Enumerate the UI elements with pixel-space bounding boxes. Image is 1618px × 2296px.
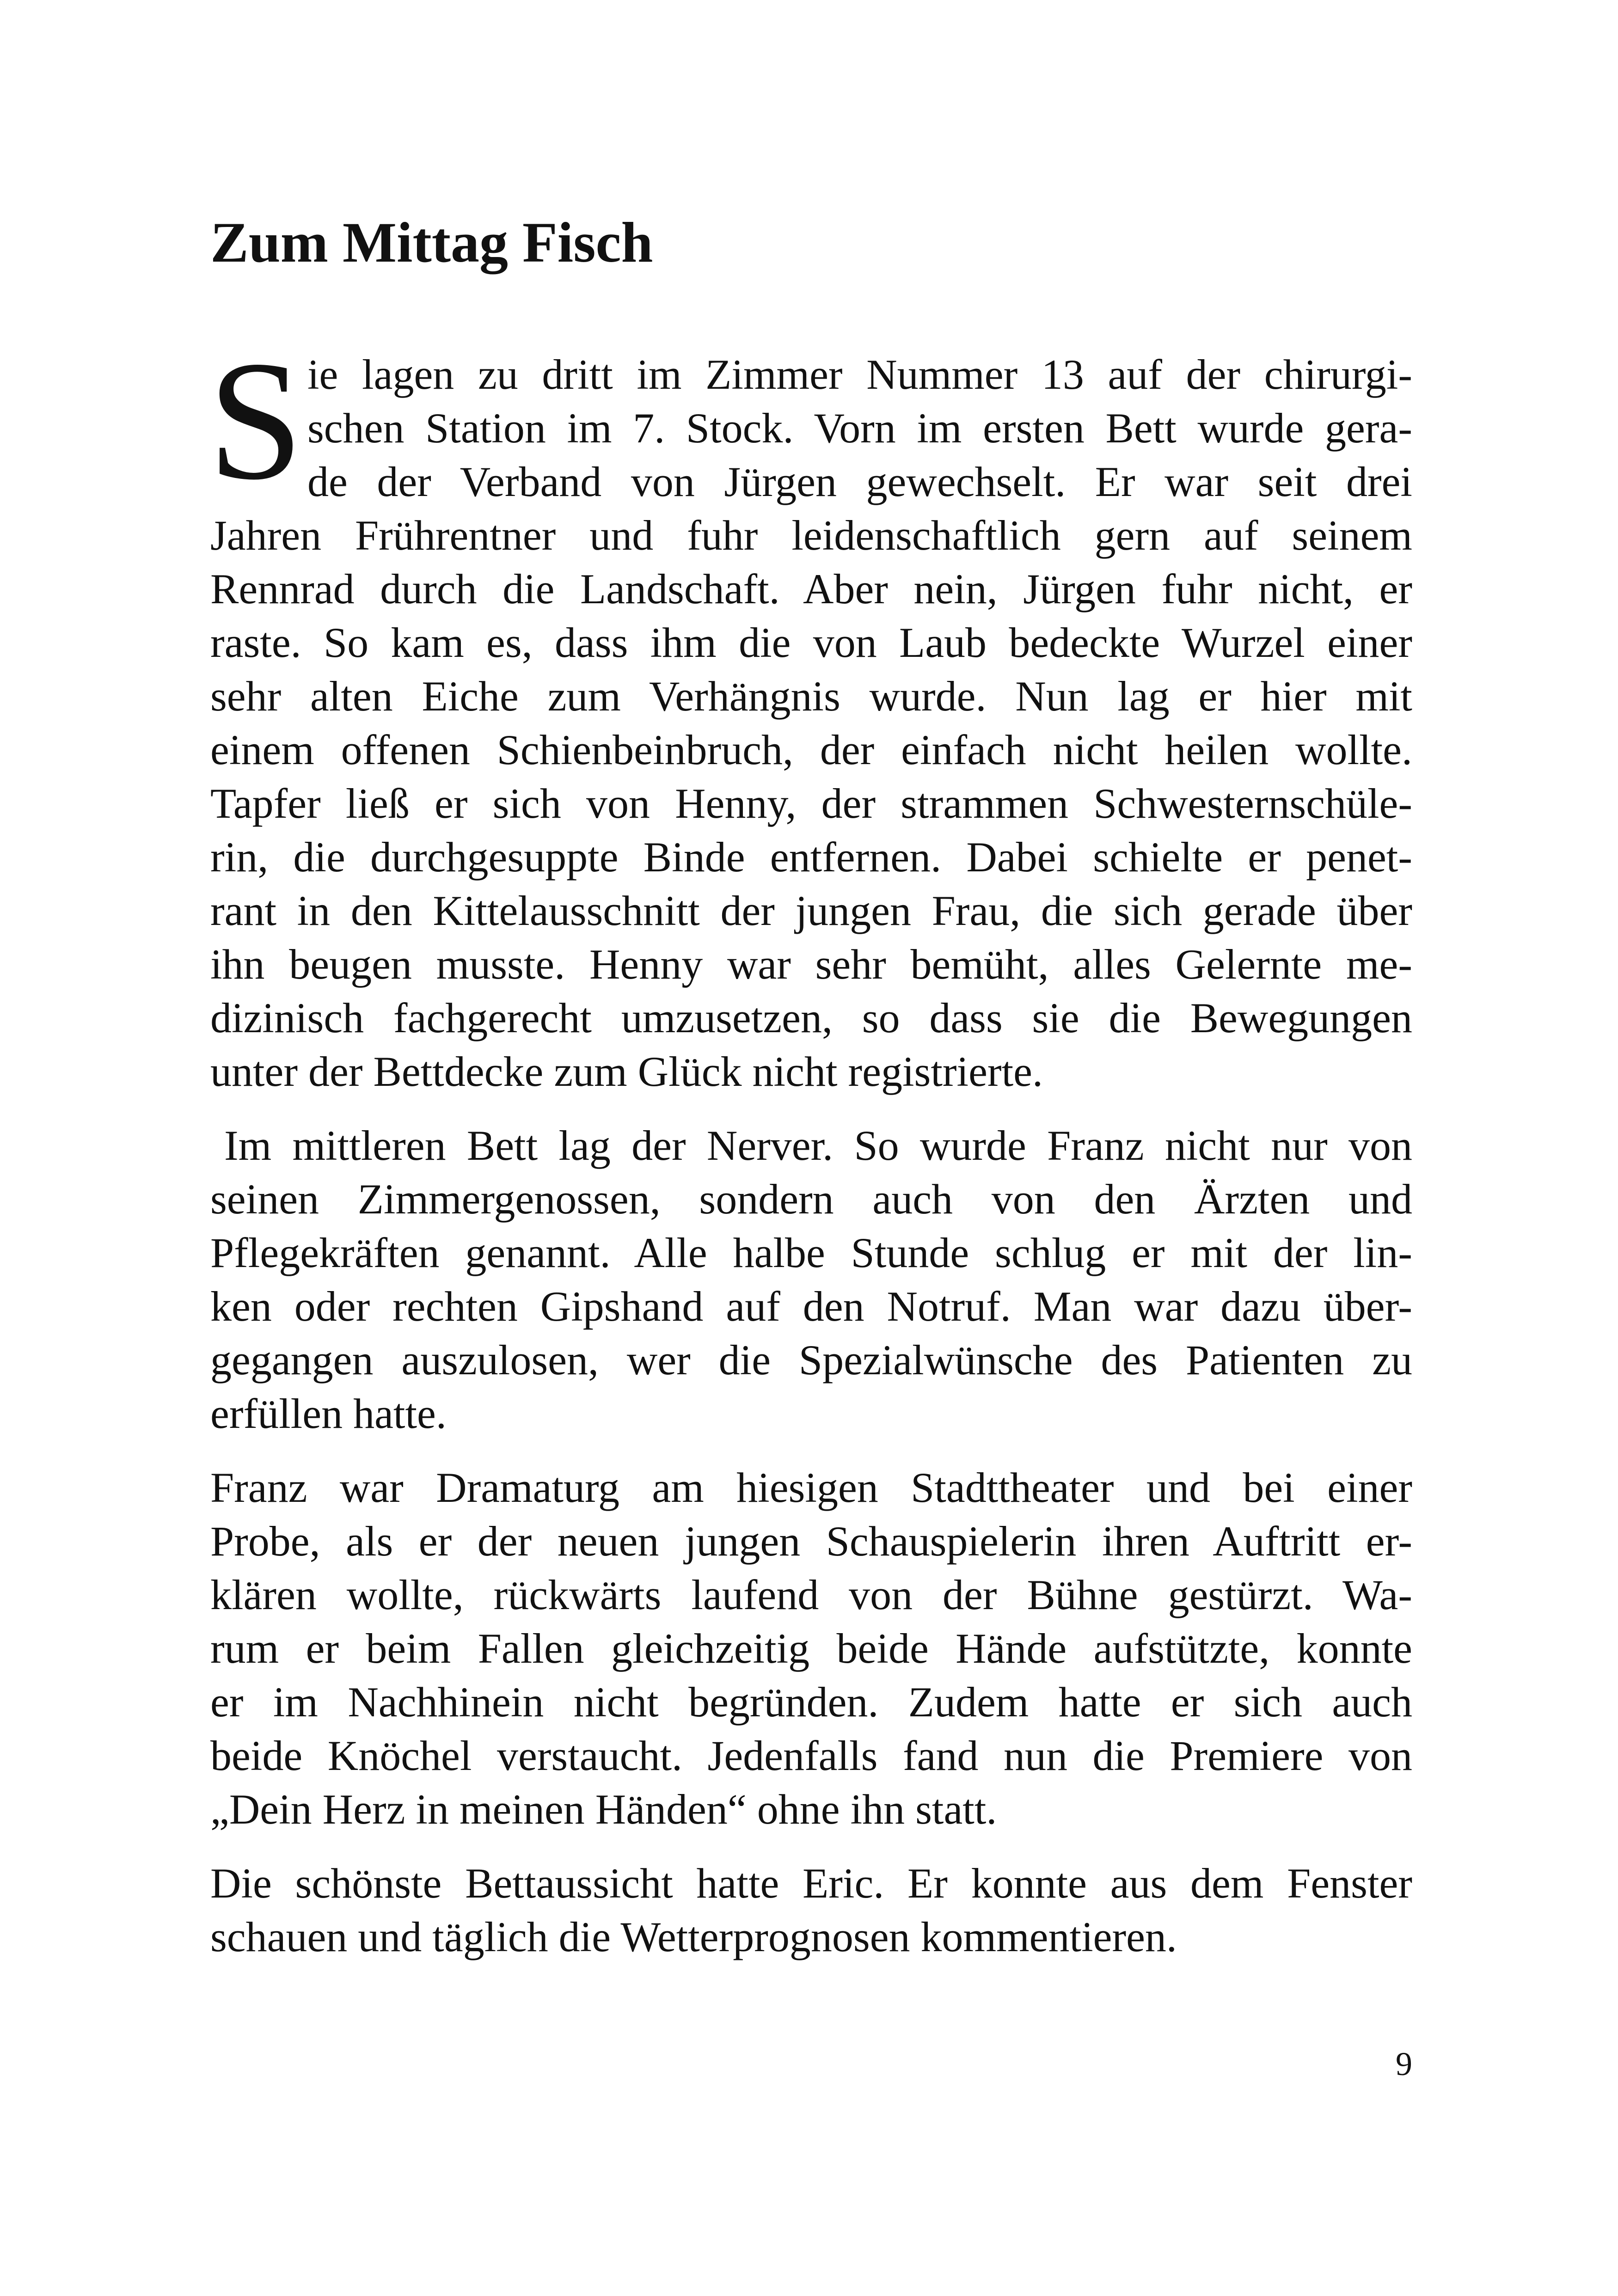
- text-line: ken oder rechten Gipshand auf den Notruf. Man war dazu über-: [210, 1283, 1412, 1330]
- text-line: unter der Bettdecke zum Glück nicht registrierte.: [210, 1048, 1043, 1095]
- text-line: gegangen auszulosen, wer die Spezialwünsche des Patienten zu: [210, 1336, 1412, 1384]
- paragraph-4: [210, 1856, 1412, 1964]
- text-line: schauen und täglich die Wetterprognosen kommentieren.: [210, 1913, 1177, 1960]
- text-line: seinen Zimmergenossen, sondern auch von den Ärzten und: [210, 1176, 1412, 1223]
- text-line: einem offenen Schienbeinbruch, der einfach nicht heilen wollte.: [210, 726, 1412, 773]
- text-line: sehr alten Eiche zum Verhängnis wurde. Nun lag er hier mit: [210, 673, 1412, 720]
- text-line: Franz war Dramaturg am hiesigen Stadttheater und bei einer: [210, 1464, 1412, 1511]
- text-line: er im Nachhinein nicht begründen. Zudem hatte er sich auch: [210, 1678, 1412, 1726]
- text-line: klären wollte, rückwärts laufend von der Bühne gestürzt. Wa-: [210, 1571, 1412, 1618]
- drop-cap-letter: S: [208, 326, 303, 515]
- text-line: erfüllen hatte.: [210, 1390, 447, 1437]
- text-line: rant in den Kittelausschnitt der jungen Frau, die sich gerade über: [210, 887, 1412, 934]
- text-line: schen Station im 7. Stock. Vorn im ersten Bett wurde gera-: [307, 404, 1412, 452]
- paragraph-2: [210, 1119, 1412, 1440]
- text-line: Probe, als er der neuen jungen Schauspielerin ihren Auftritt er-: [210, 1518, 1412, 1565]
- text-line: Tapfer ließ er sich von Henny, der strammen Schwesternschüle-: [210, 780, 1412, 827]
- text-line: Die schönste Bettaussicht hatte Eric. Er konnte aus dem Fenster: [210, 1860, 1412, 1907]
- chapter-title: Zum Mittag Fisch: [210, 211, 653, 274]
- text-line: Rennrad durch die Landschaft. Aber nein, Jürgen fuhr nicht, er: [210, 565, 1412, 612]
- text-line: dizinisch fachgerecht umzusetzen, so dass sie die Bewegungen: [210, 994, 1412, 1041]
- text-line: „Dein Herz in meinen Händen“ ohne ihn statt.: [210, 1786, 997, 1833]
- text-line: Jahren Frührentner und fuhr leidenschaftlich gern auf seinem: [210, 512, 1412, 559]
- text-line: de der Verband von Jürgen gewechselt. Er war seit drei: [307, 458, 1412, 505]
- text-line: raste. So kam es, dass ihm die von Laub bedeckte Wurzel einer: [210, 619, 1412, 666]
- page-number: 9: [1396, 2045, 1412, 2082]
- paragraph-3: [210, 1461, 1412, 1836]
- paragraph-1: [210, 348, 1412, 1098]
- chapter-body: [210, 348, 1412, 1984]
- text-line: Pflegekräften genannt. Alle halbe Stunde schlug er mit der lin-: [210, 1229, 1412, 1276]
- text-line: ihn beugen musste. Henny war sehr bemüht, alles Gelernte me-: [210, 941, 1412, 988]
- text-line: rin, die durchgesuppte Binde entfernen. Dabei schielte er penet-: [210, 833, 1412, 881]
- text-line: ie lagen zu dritt im Zimmer Nummer 13 auf der chirurgi-: [307, 351, 1412, 398]
- text-line: Im mittleren Bett lag der Nerver. So wurde Franz nicht nur von: [224, 1122, 1412, 1169]
- text-line: beide Knöchel verstaucht. Jedenfalls fand nun die Premiere von: [210, 1732, 1412, 1779]
- text-line: rum er beim Fallen gleichzeitig beide Hände aufstützte, konnte: [210, 1625, 1412, 1672]
